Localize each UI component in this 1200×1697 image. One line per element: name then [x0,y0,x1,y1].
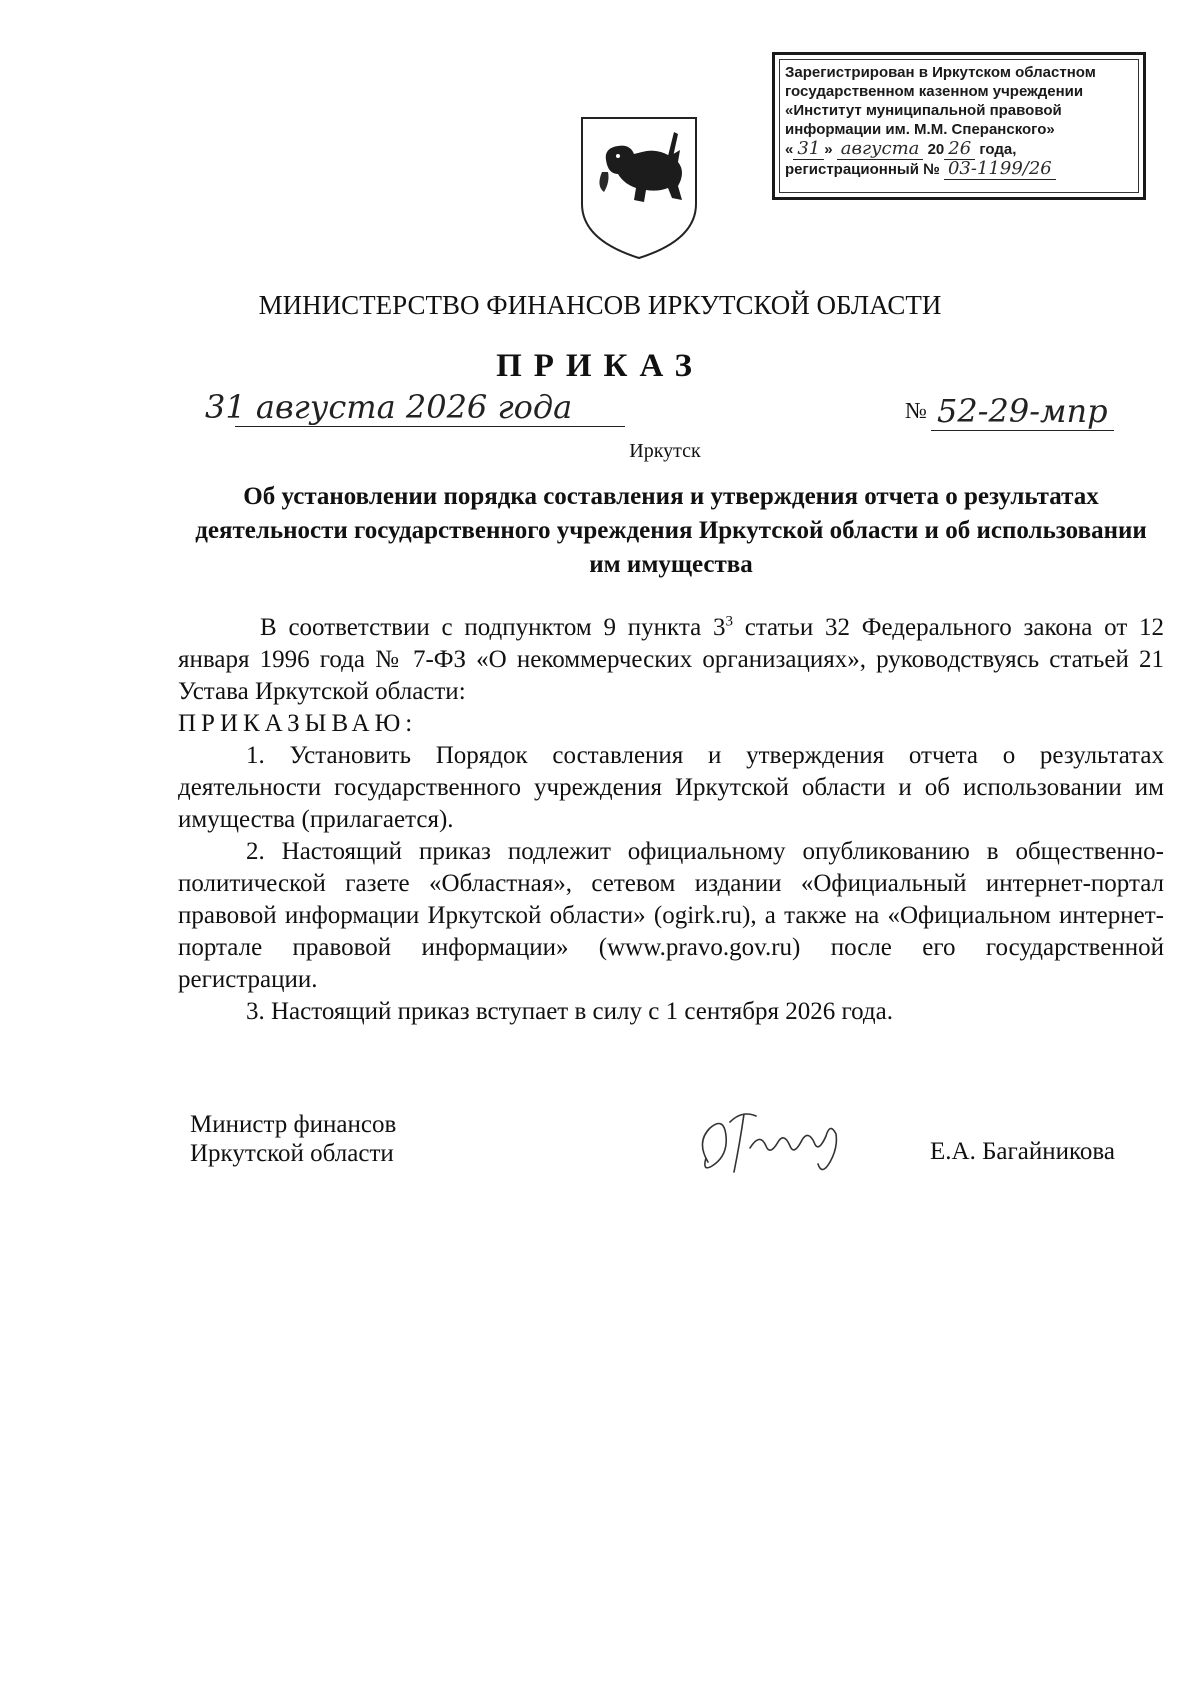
order-date-underline [235,426,625,427]
ministry-name: МИНИСТЕРСТВО ФИНАНСОВ ИРКУТСКОЙ ОБЛАСТИ [258,290,942,320]
stamp-day-prefix: « [785,141,794,158]
stamp-reg-label: регистрационный № [785,161,940,178]
stamp-month: августа [837,138,924,160]
item-2: 2. Настоящий приказ подлежит официальному опубликованию в общественно-политической газете «Областная», сетевом издании «Официальный интернет-портал правовой информации Иркутской области» (ogirk.ru), а также на «Официальном интернет-портале правовой информации» (www.pravo.gov.ru) после его государственной регистрации. [178,838,1164,993]
order-date [205,388,572,426]
registration-stamp [772,52,1146,200]
stamp-year: 26 [944,138,975,160]
preamble-part1: В соответствии с подпунктом 9 пункта 3 [260,614,726,641]
signatory-name: Е.А. Багайникова [930,1138,1115,1165]
stamp-line-1: Зарегистрирован в Иркутском областном [785,64,1096,81]
stamp-date-line [785,139,1133,159]
preamble [178,612,1164,708]
order-date-text: 31 августа 2026 года [205,388,573,426]
order-number-value: 52-29-мпр [931,392,1114,431]
stamp-reg-line [785,159,1133,179]
order-word: ПРИКАЗЫВАЮ: [178,710,418,737]
irkutsk-coat-of-arms-icon [574,112,704,262]
document-heading: Об установлении порядка составления и утверждения отчета о результатах деятельности государственного учреждения Иркутской области и об использовании им имущества [195,483,1147,578]
handwritten-signature-icon [690,1092,860,1182]
stamp-year-prefix: 20 [927,141,945,158]
item-1: 1. Установить Порядок составления и утверждения отчета о результатах деятельности государственного учреждения Иркутской области и об использовании им имущества (прилагается). [178,742,1164,833]
number-sign: № [905,398,927,423]
stamp-line-3: «Институт муниципальной правовой [785,102,1062,119]
order-number [905,392,1114,430]
item-3: 3. Настоящий приказ вступает в силу с 1 сентября 2026 года. [246,998,893,1025]
stamp-day-suffix: » [824,141,833,158]
stamp-day: 31 [793,138,824,160]
document-body [178,612,1164,1028]
city: Иркутск [629,440,701,462]
signatory-title-line1: Министр финансов [190,1111,397,1138]
preamble-superscript: 3 [725,613,733,630]
stamp-line-4: информации им. М.М. Сперанского» [785,121,1055,138]
preamble-part2: статьи 32 Федерального закона от 12 января 1996 года № 7-ФЗ «О некоммерческих организациях», руководствуясь статьей 21 Устава Иркутской области: [178,614,1165,705]
order-title: ПРИКАЗ [496,348,704,384]
signatory-title-line2: Иркутской области [190,1140,394,1167]
stamp-year-suffix: года, [979,141,1017,158]
stamp-line-2: государственном казенном учреждении [785,83,1084,100]
stamp-reg-number: 03-1199/26 [944,158,1056,180]
signatory-title [190,1110,396,1168]
